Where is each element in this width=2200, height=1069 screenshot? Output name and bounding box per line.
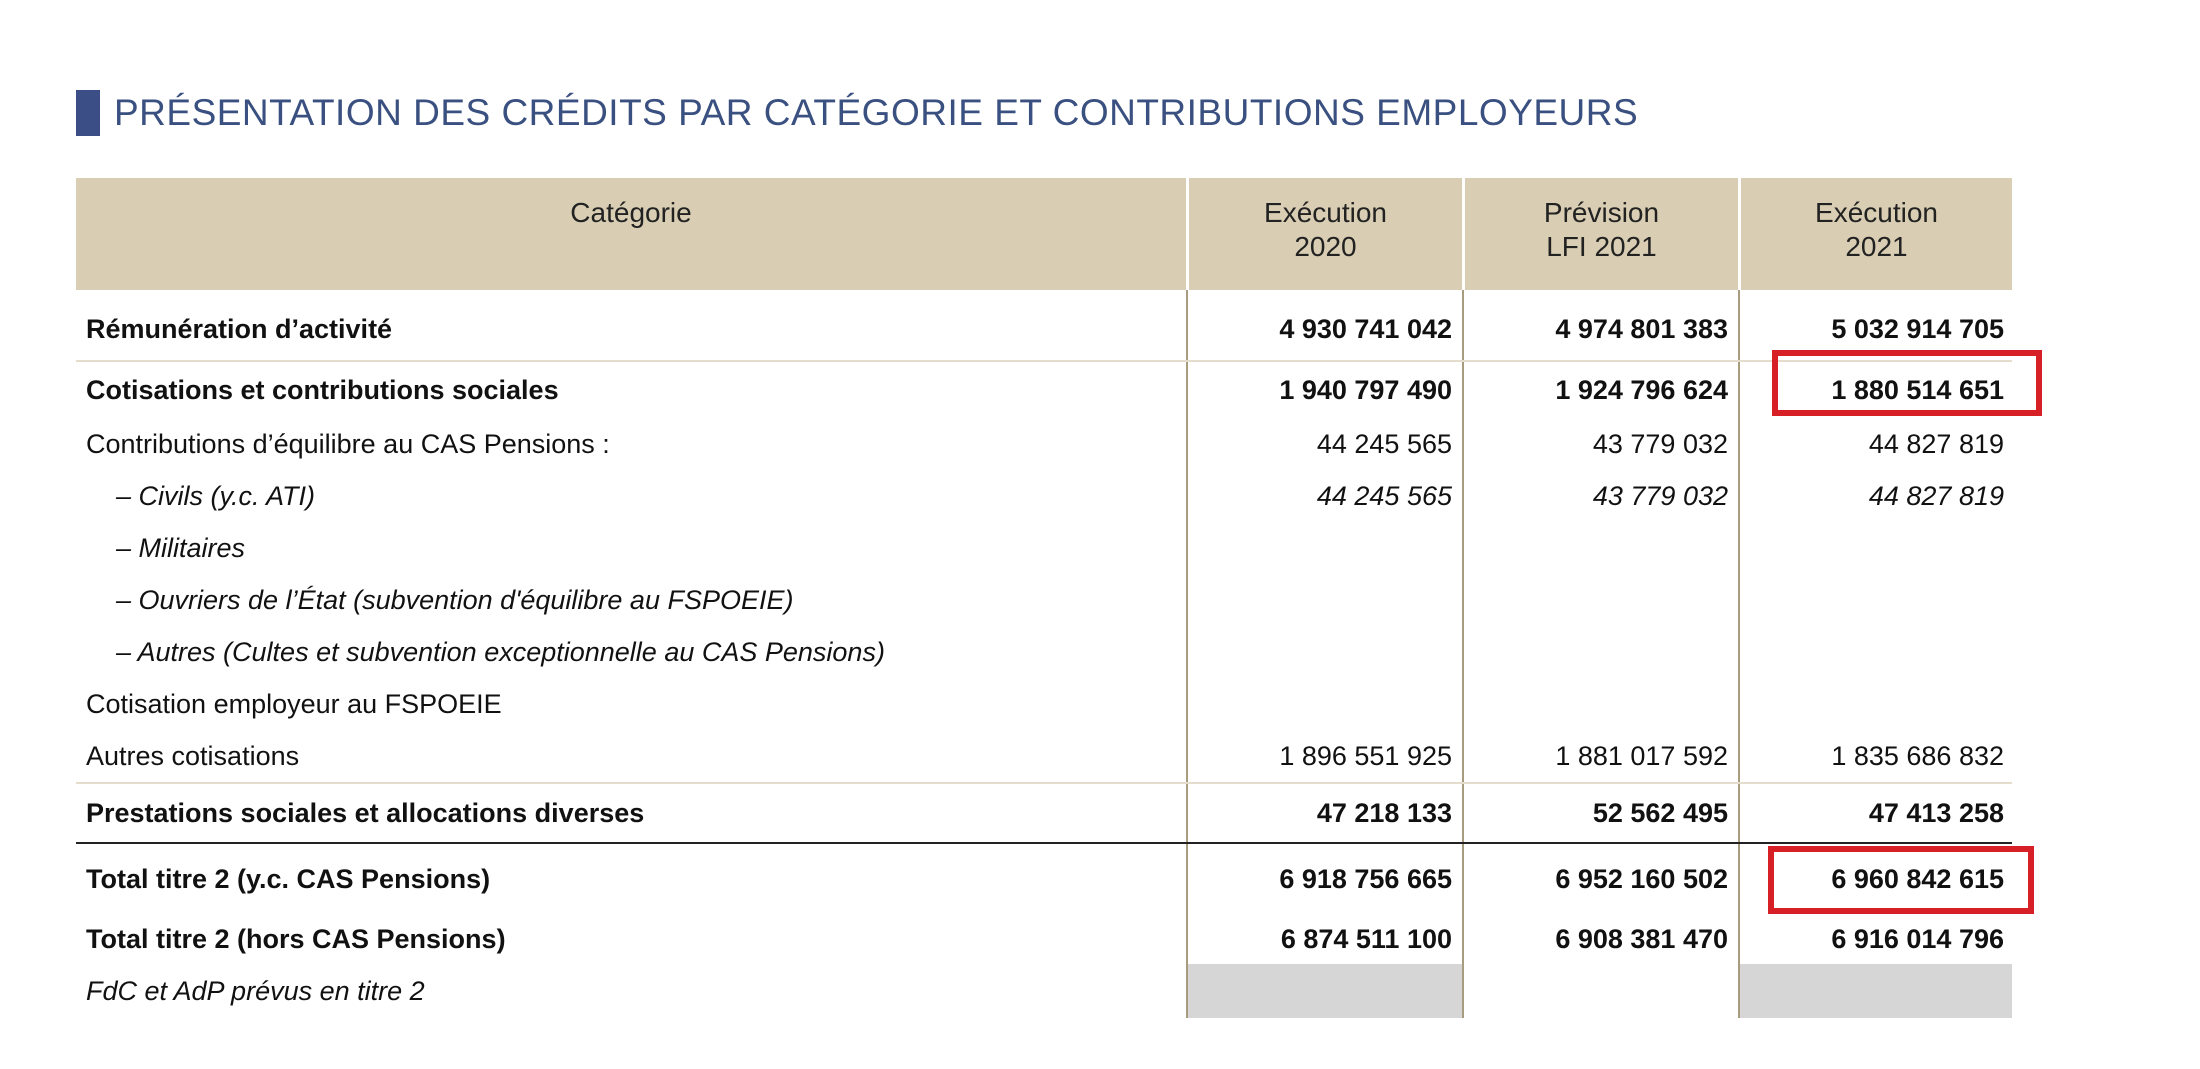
table-row (76, 522, 2012, 574)
table-row (76, 574, 2012, 626)
header-execution-2020: Exécution 2020 (1186, 178, 1462, 290)
cell-value (1738, 678, 2012, 730)
cell-value: 5 032 914 705 (1738, 298, 2012, 360)
header-prevision-lfi-2021: Prévision LFI 2021 (1462, 178, 1738, 290)
cell-value: 1 940 797 490 (1186, 362, 1462, 418)
highlight-box-cotisations (1772, 350, 2042, 416)
row-label: Cotisation employeur au FSPOEIE (86, 688, 502, 719)
cell-value: 6 960 842 615 (1738, 844, 2012, 914)
cell-value: 52 562 495 (1462, 784, 1738, 842)
cell-value (1462, 626, 1738, 678)
cell-value (1186, 626, 1462, 678)
cell-value: 6 916 014 796 (1738, 914, 2012, 964)
table-row (76, 626, 2012, 678)
header-execution-2021: Exécution 2021 (1738, 178, 2012, 290)
cell-value: 44 245 565 (1186, 470, 1462, 522)
header-category: Catégorie (570, 197, 692, 228)
row-label: – Civils (y.c. ATI) (116, 480, 315, 511)
cell-value: 6 918 756 665 (1186, 844, 1462, 914)
cell-value: 6 908 381 470 (1462, 914, 1738, 964)
cell-value (1738, 626, 2012, 678)
highlight-box-total (1768, 846, 2034, 914)
row-label: FdC et AdP prévus en titre 2 (86, 975, 425, 1006)
table-row (76, 964, 2012, 1018)
row-label: Prestations sociales et allocations diverses (86, 797, 645, 828)
cell-value: 44 827 819 (1738, 470, 2012, 522)
cell-value: 47 413 258 (1738, 784, 2012, 842)
cell-value (1738, 574, 2012, 626)
cell-value: 44 245 565 (1186, 418, 1462, 470)
cell-value: 1 880 514 651 (1738, 362, 2012, 418)
cell-value: 1 835 686 832 (1738, 730, 2012, 782)
table-row (76, 730, 2012, 782)
row-label: Cotisations et contributions sociales (86, 374, 559, 405)
row-label: Rémunération d’activité (86, 313, 393, 344)
cell-value (1462, 574, 1738, 626)
row-label: – Ouvriers de l’État (subvention d'équilibre au FSPOEIE) (116, 584, 794, 615)
heading-marker (76, 90, 100, 136)
cell-value: 4 974 801 383 (1462, 298, 1738, 360)
page-title: PRÉSENTATION DES CRÉDITS PAR CATÉGORIE ET CONTRIBUTIONS EMPLOYEURS (114, 92, 1639, 133)
cell-value (1462, 678, 1738, 730)
cell-value: 6 874 511 100 (1186, 914, 1462, 964)
empty-cell (1462, 964, 1738, 1018)
cell-value: 1 881 017 592 (1462, 730, 1738, 782)
table-row (76, 298, 2012, 360)
cell-value: 47 218 133 (1186, 784, 1462, 842)
table-row (76, 914, 2012, 964)
cell-value (1186, 522, 1462, 574)
cell-value: 43 779 032 (1462, 418, 1738, 470)
cell-value (1738, 522, 2012, 574)
section-heading (76, 88, 1638, 138)
cell-value: 1 924 796 624 (1462, 362, 1738, 418)
row-label: Total titre 2 (hors CAS Pensions) (86, 923, 506, 954)
row-label: – Autres (Cultes et subvention exceptionnelle au CAS Pensions) (116, 636, 885, 667)
table-row (76, 360, 2012, 418)
cell-value (1462, 522, 1738, 574)
empty-cell (1186, 964, 1462, 1018)
table-row (76, 844, 2012, 914)
row-label: Total titre 2 (y.c. CAS Pensions) (86, 863, 491, 894)
cell-value: 4 930 741 042 (1186, 298, 1462, 360)
table-row (76, 678, 2012, 730)
row-label: – Militaires (116, 532, 246, 563)
cell-value (1186, 678, 1462, 730)
row-label: Autres cotisations (86, 740, 300, 771)
header-spacer (76, 290, 2012, 298)
table-row (76, 470, 2012, 522)
cell-value (1186, 574, 1462, 626)
cell-value: 44 827 819 (1738, 418, 2012, 470)
cell-value: 1 896 551 925 (1186, 730, 1462, 782)
row-label: Contributions d’équilibre au CAS Pensions : (86, 428, 610, 459)
credits-table (76, 178, 2012, 1018)
cell-value: 43 779 032 (1462, 470, 1738, 522)
table-row (76, 782, 2012, 844)
table-row (76, 418, 2012, 470)
cell-value: 6 952 160 502 (1462, 844, 1738, 914)
empty-cell (1738, 964, 2012, 1018)
table-header (76, 178, 2012, 290)
